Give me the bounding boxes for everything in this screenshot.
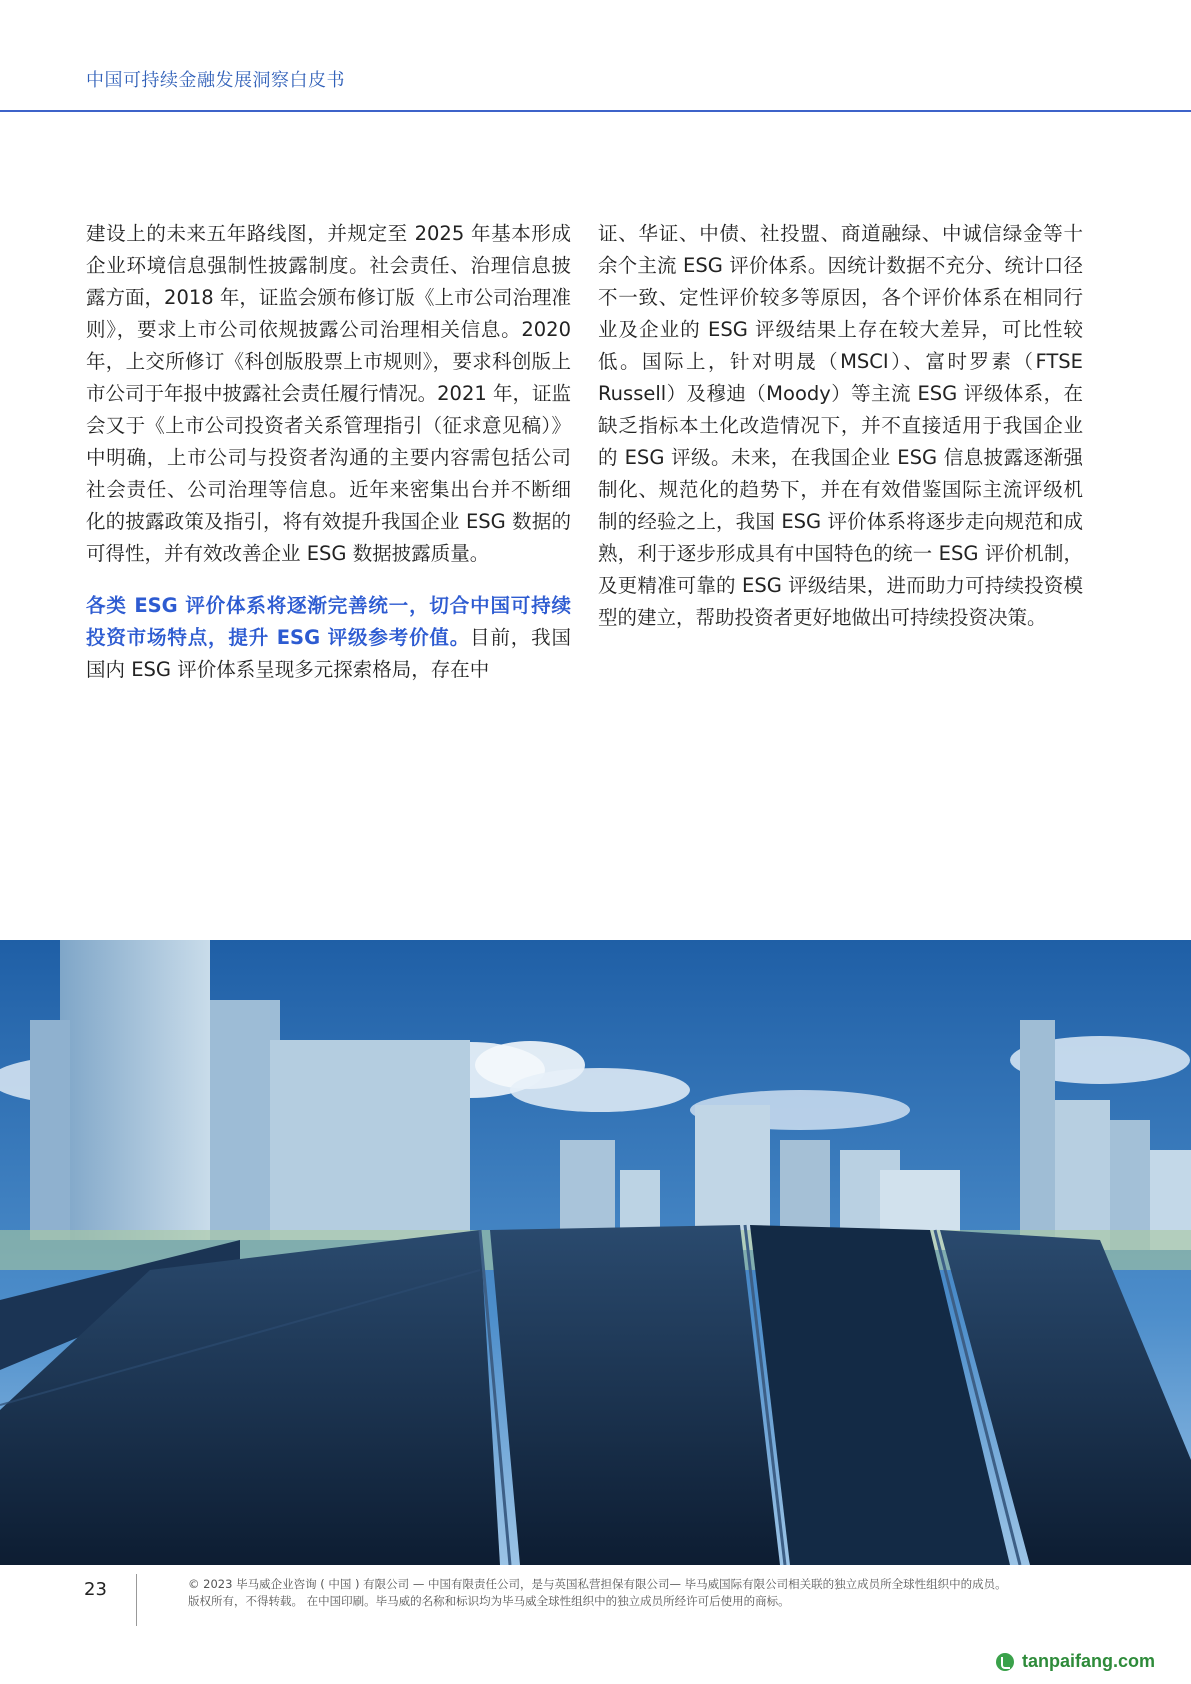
copyright-line-2: 版权所有，不得转载。 在中国印刷。毕马威的名称和标识均为毕马威全球性组织中的独立成员所经许可后使用的商标。	[188, 1594, 790, 1608]
page-number: 23	[84, 1579, 107, 1600]
left-column	[86, 218, 571, 706]
right-column	[598, 218, 1083, 654]
right-paragraph: 证、华证、中债、社投盟、商道融绿、中诚信绿金等十余个主流 ESG 评价体系。因统计数据不充分、统计口径不一致、定性评价较多等原因，各个评价体系在相同行业及企业的 ESG 评级结果上存在较大差异，可比性较低。国际上，针对明晟（MSCI）、富时罗素（FTSE Russell）及穆迪（Moody）等主流 ESG 评级体系，在缺乏指标本土化改造情况下，并不直接适用于我国企业的 ESG 评级。未来，在我国企业 ESG 信息披露逐渐强制化、规范化的趋势下，并在有效借鉴国际主流评级机制的经验之上，我国 ESG 评价体系将逐步走向规范和成熟，利于逐步形成具有中国特色的统一 ESG 评价机制，及更精准可靠的 ESG 评级结果，进而助力可持续投资模型的建立，帮助投资者更好地做出可持续投资决策。	[598, 222, 1083, 629]
leaf-logo-icon	[996, 1653, 1014, 1671]
left-paragraph-2-rest: 目前，我国国内 ESG 评价体系呈现多元探索格局，存在中	[86, 626, 571, 681]
copyright-line-1: © 2023 毕马威企业咨询 ( 中国 ) 有限公司 — 中国有限责任公司，是与英国私营担保有限公司— 毕马威国际有限公司相关联的独立成员所全球性组织中的成员。	[188, 1577, 1007, 1591]
left-paragraph-1: 建设上的未来五年路线图，并规定至 2025 年基本形成企业环境信息强制性披露制度。社会责任、治理信息披露方面，2018 年，证监会颁布修订版《上市公司治理准则》，要求上市公司依规披露公司治理相关信息。2020 年，上交所修订《科创版股票上市规则》，要求科创版上市公司于年报中披露社会责任履行情况。2021 年，证监会又于《上市公司投资者关系管理指引（征求意见稿）》中明确，上市公司与投资者沟通的主要内容需包括公司社会责任、公司治理等信息。近年来密集出台并不断细化的披露政策及指引，将有效提升我国企业 ESG 数据的可得性，并有效改善企业 ESG 数据披露质量。	[86, 222, 571, 565]
header-rule	[0, 110, 1191, 112]
highlight-lead: 各类 ESG 评价体系将逐渐完善统一，切合中国可持续投资市场特点，提升 ESG 评级参考价值。	[86, 594, 571, 649]
copyright-notice	[188, 1576, 1108, 1610]
watermark-text: tanpaifang.com	[1022, 1651, 1156, 1671]
city-solar-photo	[0, 940, 1191, 1565]
left-paragraph-2	[86, 590, 571, 686]
watermark	[996, 1651, 1155, 1672]
header-title: 中国可持续金融发展洞察白皮书	[86, 70, 345, 91]
footer-divider	[136, 1574, 137, 1626]
